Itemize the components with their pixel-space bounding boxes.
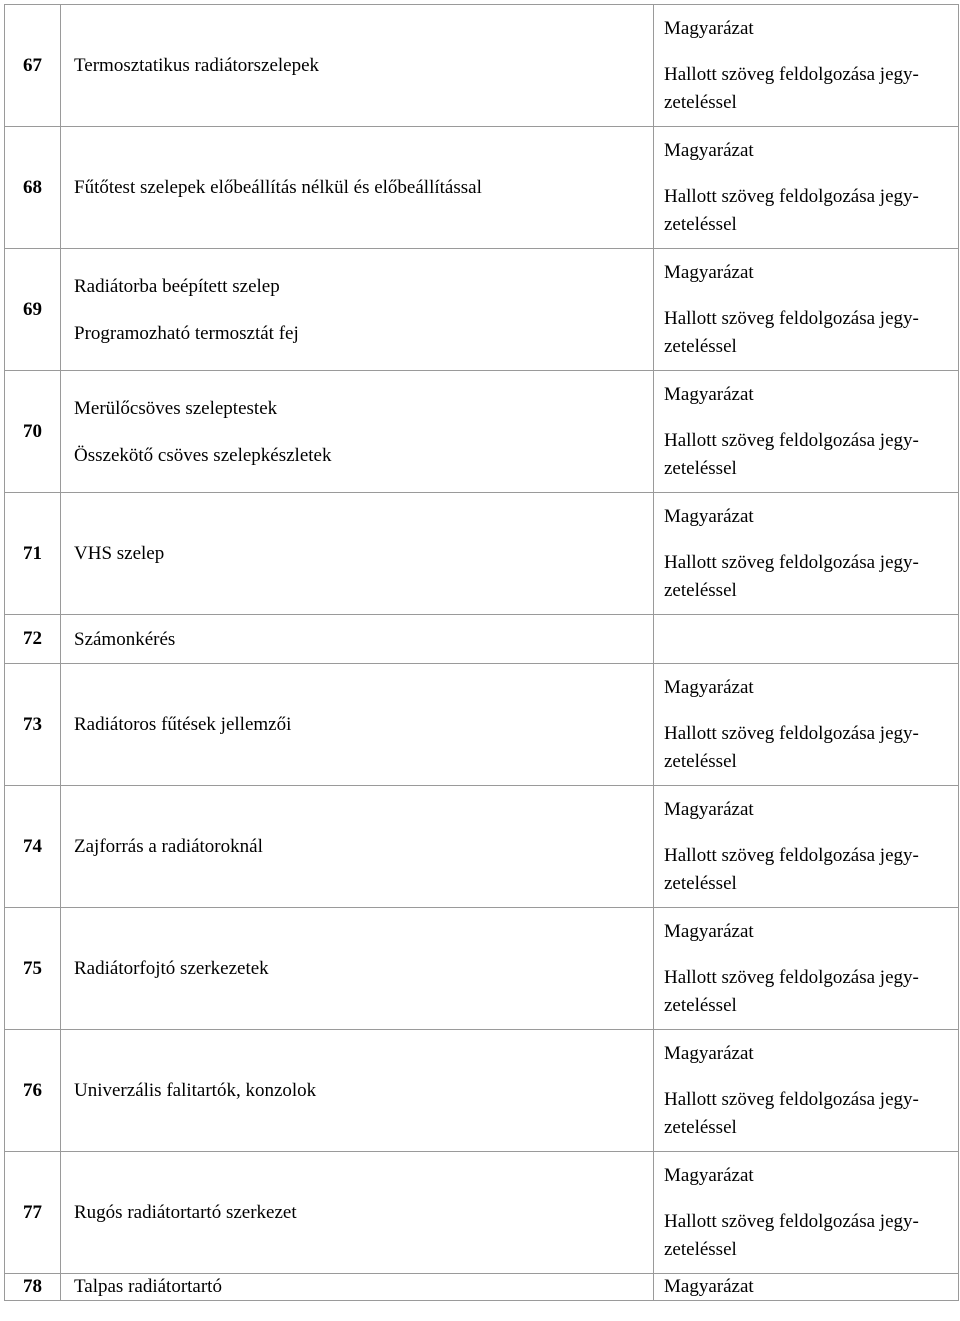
table-row [5, 493, 959, 615]
topic-line: Univerzális falitartók, konzolok [74, 1080, 317, 1101]
table-row [5, 371, 959, 493]
lesson-number: 75 [5, 908, 61, 1030]
method-line: Magyarázat [664, 1165, 754, 1186]
method-line: Hallott szöveg feldolgozása jegy- [664, 64, 919, 85]
lesson-method [654, 1274, 959, 1301]
lesson-topic [61, 127, 654, 249]
method-line: Magyarázat [664, 140, 754, 161]
topic-line: VHS szelep [74, 543, 165, 564]
method-line: Magyarázat [664, 1276, 754, 1297]
lesson-topic [61, 371, 654, 493]
lesson-method [654, 127, 959, 249]
method-line: Hallott szöveg feldolgozása jegy- [664, 723, 919, 744]
table-row [5, 127, 959, 249]
lesson-topic [61, 5, 654, 127]
method-line: Magyarázat [664, 1043, 754, 1064]
lesson-topic [61, 1030, 654, 1152]
method-line: Magyarázat [664, 799, 754, 820]
topic-line: Fűtőtest szelepek előbeállítás nélkül és előbeállítással [74, 177, 482, 198]
method-line: Magyarázat [664, 921, 754, 942]
lesson-topic [61, 664, 654, 786]
table-row [5, 1152, 959, 1274]
method-line: zeteléssel [664, 92, 737, 113]
lesson-topic [61, 1152, 654, 1274]
topic-line: Radiátorba beépített szelep [74, 275, 280, 297]
lesson-method [654, 493, 959, 615]
method-line: Hallott szöveg feldolgozása jegy- [664, 308, 919, 329]
lesson-method [654, 5, 959, 127]
lesson-method [654, 786, 959, 908]
method-line: zeteléssel [664, 580, 737, 601]
lesson-number: 68 [5, 127, 61, 249]
topic-line: Zajforrás a radiátoroknál [74, 836, 263, 857]
lesson-method [654, 249, 959, 371]
topic-line: Radiátoros fűtések jellemzői [74, 714, 292, 735]
method-line: zeteléssel [664, 873, 737, 894]
table-row [5, 786, 959, 908]
method-line: Hallott szöveg feldolgozása jegy- [664, 967, 919, 988]
lesson-method [654, 371, 959, 493]
topic-line: Radiátorfojtó szerkezetek [74, 958, 269, 979]
lesson-topic [61, 493, 654, 615]
method-line: zeteléssel [664, 995, 737, 1016]
method-line: Hallott szöveg feldolgozása jegy- [664, 186, 919, 207]
table-row [5, 1030, 959, 1152]
method-line: Hallott szöveg feldolgozása jegy- [664, 845, 919, 866]
lesson-number: 74 [5, 786, 61, 908]
method-line: Hallott szöveg feldolgozása jegy- [664, 1211, 919, 1232]
table-row [5, 664, 959, 786]
method-line: Hallott szöveg feldolgozása jegy- [664, 430, 919, 451]
lesson-method [654, 664, 959, 786]
lesson-number: 78 [5, 1274, 61, 1301]
method-line: Magyarázat [664, 18, 754, 39]
lesson-number: 67 [5, 5, 61, 127]
method-line: zeteléssel [664, 751, 737, 772]
lesson-method [654, 615, 959, 664]
method-line: zeteléssel [664, 1117, 737, 1138]
method-line: zeteléssel [664, 214, 737, 235]
method-line: zeteléssel [664, 336, 737, 357]
topic-line: Talpas radiátortartó [74, 1276, 222, 1297]
table-row [5, 908, 959, 1030]
topic-line: Merülőcsöves szeleptestek [74, 397, 278, 419]
lesson-number: 73 [5, 664, 61, 786]
lesson-number: 69 [5, 249, 61, 371]
curriculum-table [4, 4, 959, 1301]
method-line: zeteléssel [664, 458, 737, 479]
lesson-method [654, 1030, 959, 1152]
lesson-number: 71 [5, 493, 61, 615]
method-line: Magyarázat [664, 384, 754, 405]
method-line: Hallott szöveg feldolgozása jegy- [664, 1089, 919, 1110]
method-line: Hallott szöveg feldolgozása jegy- [664, 552, 919, 573]
table-row [5, 5, 959, 127]
method-line: zeteléssel [664, 1239, 737, 1260]
lesson-number: 72 [5, 615, 61, 664]
lesson-topic [61, 1274, 654, 1301]
lesson-method [654, 1152, 959, 1274]
topic-line: Számonkérés [74, 628, 176, 650]
lesson-topic [61, 615, 654, 664]
topic-line: Összekötő csöves szelepkészletek [74, 444, 332, 466]
lesson-number: 70 [5, 371, 61, 493]
lesson-number: 76 [5, 1030, 61, 1152]
method-line: Magyarázat [664, 677, 754, 698]
method-line: Magyarázat [664, 262, 754, 283]
method-line: Magyarázat [664, 506, 754, 527]
topic-line: Programozható termosztát fej [74, 322, 299, 344]
lesson-topic [61, 908, 654, 1030]
table-row [5, 249, 959, 371]
lesson-topic [61, 249, 654, 371]
lesson-method [654, 908, 959, 1030]
lesson-number: 77 [5, 1152, 61, 1274]
topic-line: Rugós radiátortartó szerkezet [74, 1202, 297, 1223]
lesson-topic [61, 786, 654, 908]
table-row [5, 1274, 959, 1301]
table-row [5, 615, 959, 664]
topic-line: Termosztatikus radiátorszelepek [74, 55, 320, 76]
